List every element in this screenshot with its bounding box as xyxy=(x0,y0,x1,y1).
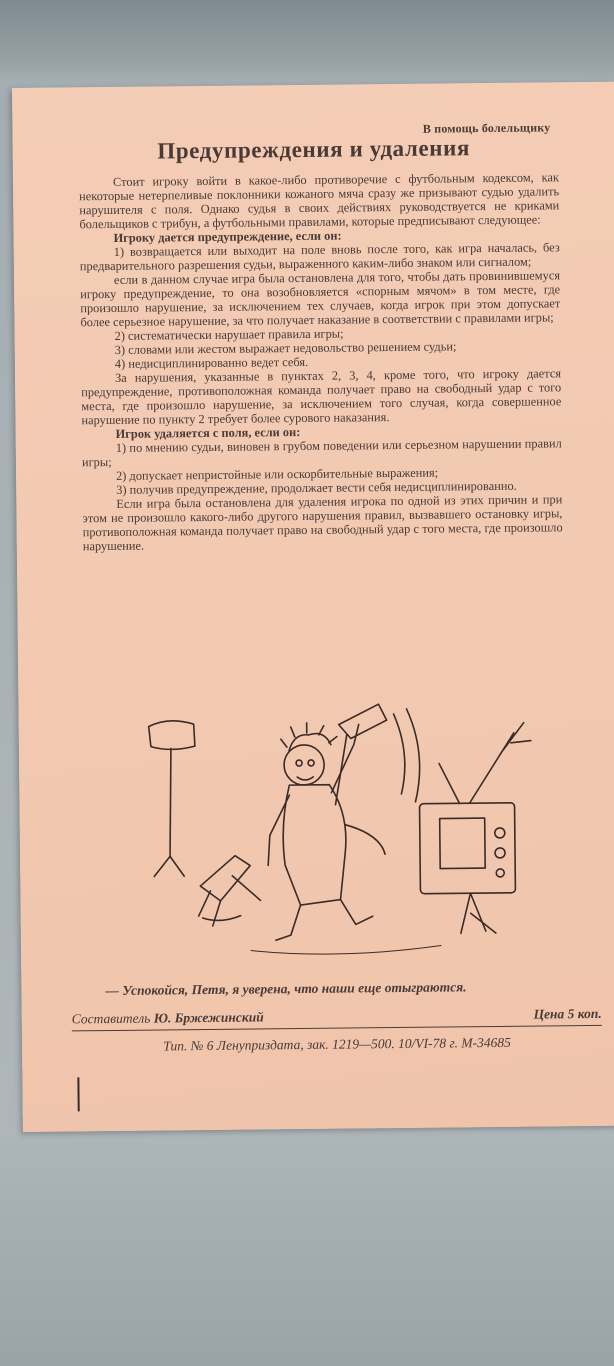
section-heading: Игроку дается предупреждение, если он: xyxy=(113,228,342,245)
pen-mark xyxy=(77,1077,79,1111)
paragraph: 2) допускает непристойные или оскорбительные выражения; xyxy=(115,465,439,483)
illustration-caption: — Успокойся, Петя, я уверена, что наши еще отыграются. xyxy=(105,979,467,999)
paragraph: если в данном случае игра была остановлена для того, чтобы дать провинившемуся игроку предупреждение, то она возобновляется «спорным мячом» в том месте, где произошло нарушение, за исключением тех случаев, когда игрок при этом допускает более серьезное нарушение, за что получает наказание в соответствии с правилами игры; xyxy=(80,268,561,330)
compiler-name: Ю. Бржежинский xyxy=(153,1009,264,1026)
paragraph: 1) возвращается или выходит на поле вновь после того, как игра началась, без предварительного разрешения судьи, выраженного каким-либо знаком или сигналом; xyxy=(79,240,560,274)
compiler-label: Составитель xyxy=(71,1010,151,1027)
paragraph: Стоит игроку войти в какое-либо противоречие с футбольным кодексом, как некоторые нетерпеливые поклонники кожаного мяча сразу же призывают судью удалить нарушителя с поля. Однако судья в своих действиях руководствуется не криками болельщиков с трибун, а футбольными правилами, которые предписывают следующее: xyxy=(79,170,560,232)
paragraph: За нарушения, указанные в пунктах 2, 3, 4, кроме того, что игроку дается предупреждение, противоположная команда получает право на свободный удар с того места, где произошло нарушение, за исключением того случая, когда совершенное нарушение по пункту 2 требует более сурового наказания. xyxy=(81,366,562,428)
cartoon-illustration xyxy=(138,683,541,977)
paragraph: Если игра была остановлена для удаления игрока по одной из этих причин и при этом не произошло какого-либо другого нарушения правил, вызвавшего остановку игры, противоположная команда получает право на свободный удар с того места, где произошло нарушение. xyxy=(82,492,563,554)
paragraph: 4) недисциплинированно ведет себя. xyxy=(114,354,309,371)
paragraph: 2) систематически нарушает правила игры; xyxy=(114,326,344,343)
section-heading: Игрок удаляется с поля, если он: xyxy=(115,425,301,441)
article-body xyxy=(79,170,563,553)
imprint-line: Тип. № 6 Ленуприздата, зак. 1219—500. 10/VI-78 г. М-34685 xyxy=(163,1034,511,1054)
price-label: Цена 5 коп. xyxy=(533,1005,602,1022)
leaflet-page xyxy=(12,82,614,1132)
kicker: В помощь болельщику xyxy=(422,120,551,136)
paragraph: 1) по мнению судьи, виновен в грубом поведении или серьезном нарушении правил игры; xyxy=(81,436,562,470)
paragraph: 3) получив предупреждение, продолжает вести себя недисциплинированно. xyxy=(116,478,517,497)
compiler-line xyxy=(72,1006,602,1032)
page-title: Предупреждения и удаления xyxy=(157,135,471,164)
paragraph: 3) словами или жестом выражает недовольство решением судьи; xyxy=(114,339,457,357)
